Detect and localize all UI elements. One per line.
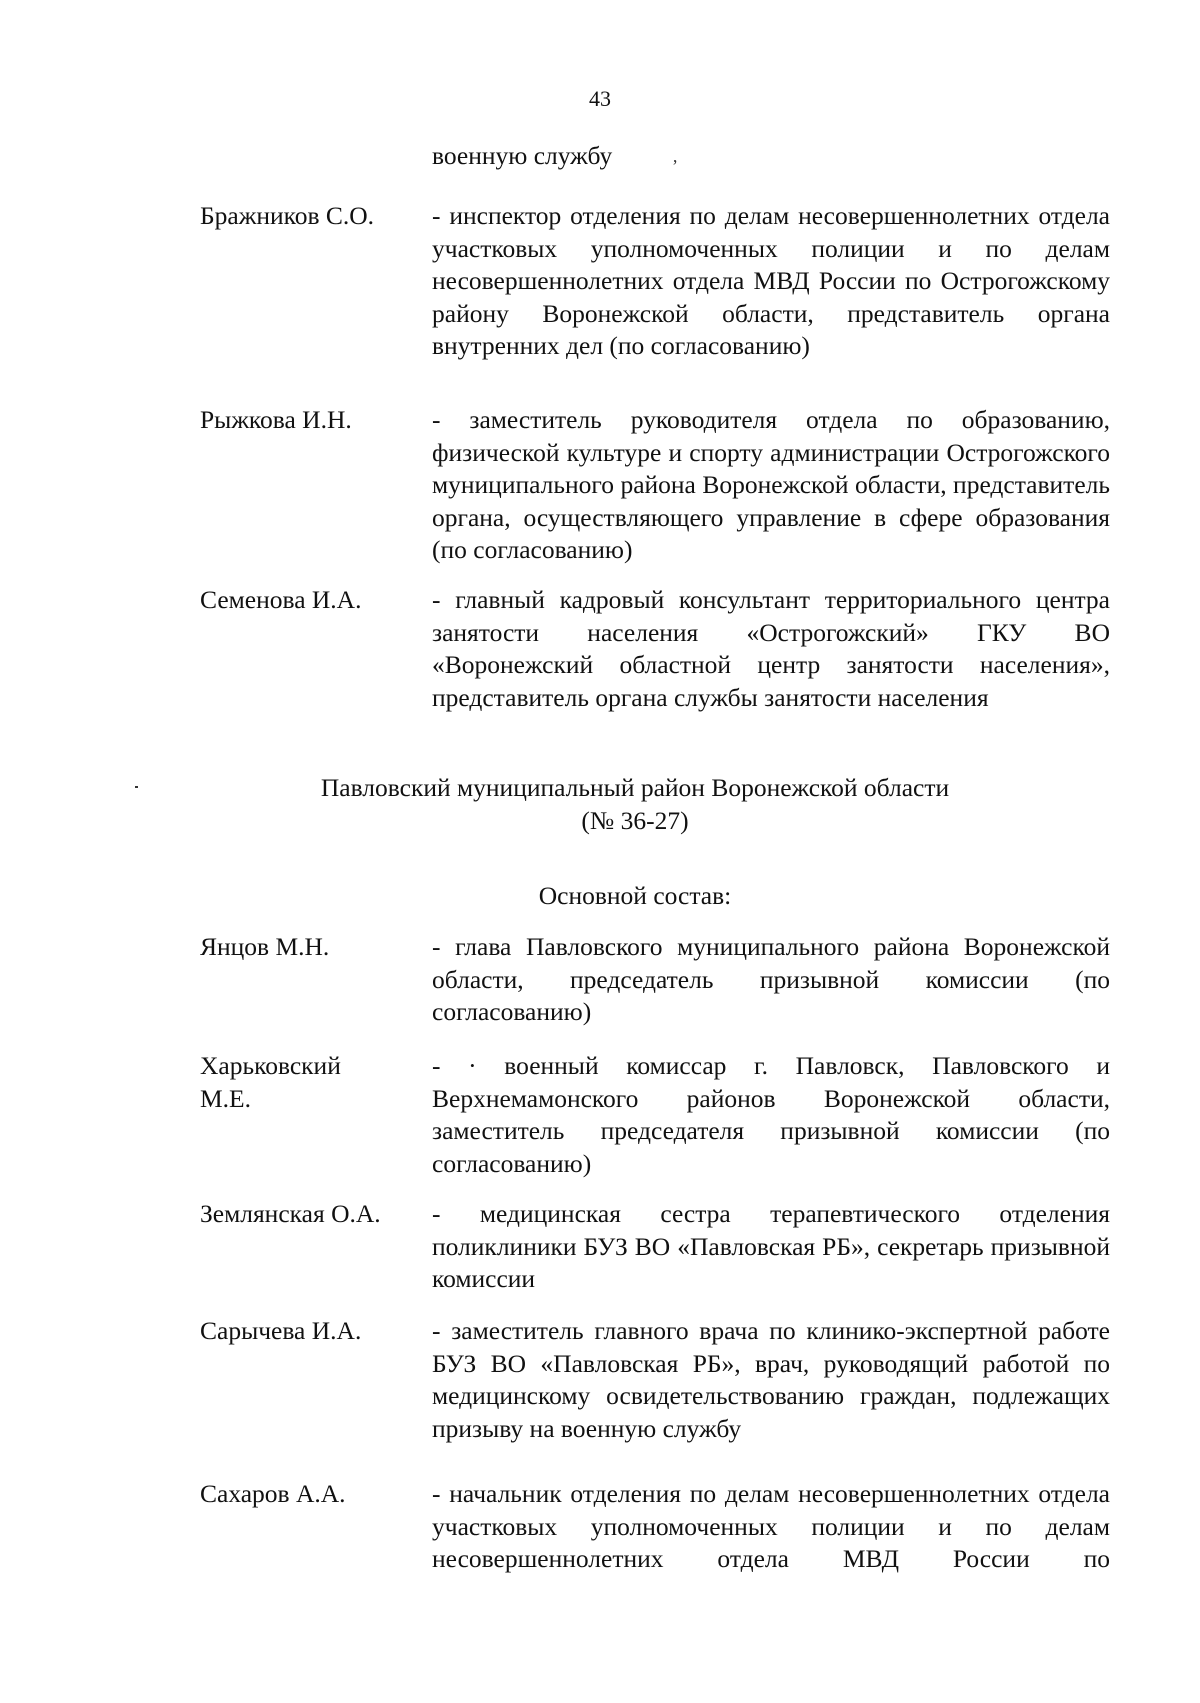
continuation-text: военную службу <box>432 141 613 170</box>
subsection-title: Основной состав: <box>538 881 732 910</box>
person-description: - инспектор отделения по делам несовершеннолетних отдела участковых уполномоченных полиции и по делам несовершеннолетних отдела МВД России по Острогожскому району Воронежской области, представитель органа внутренних дел (по согласованию) <box>432 201 1110 360</box>
person-description: - заместитель главного врача по клинико-экспертной работе БУЗ ВО «Павловская РБ», врач, руководящий работой по медицинскому освидетельствованию граждан, подлежащих призыву на военную службу <box>432 1316 1110 1443</box>
person-description: - начальник отделения по делам несовершеннолетних отдела участковых уполномоченных полиции и по делам несовершеннолетних отдела МВД России по <box>432 1479 1110 1573</box>
person-description: - заместитель руководителя отдела по образованию, физической культуре и спорту администрации Острогожского муниципального района Воронежской области, представитель органа, осуществляющего управление в сфере образования (по согласованию) <box>432 405 1110 564</box>
person-name: Бражников С.О. <box>200 201 375 230</box>
scan-mark: ʼ <box>672 156 678 176</box>
person-name: Землянская О.А. <box>200 1199 381 1228</box>
person-name: Сахаров А.А. <box>200 1479 346 1508</box>
section-code: (№ 36-27) <box>581 806 689 835</box>
page-number: 43 <box>589 86 611 111</box>
person-description: - главный кадровый консультант территориального центра занятости населения «Острогожский» ГКУ ВО «Воронежский областной центр занятости населения», представитель органа службы занятости населения <box>432 585 1110 712</box>
person-description: - глава Павловского муниципального района Воронежской области, председатель призывной комиссии (по согласованию) <box>432 932 1110 1026</box>
person-description: - медицинская сестра терапевтического отделения поликлиники БУЗ ВО «Павловская РБ», секретарь призывной комиссии <box>432 1199 1110 1293</box>
person-name: Семенова И.А. <box>200 585 362 614</box>
person-name: Рыжкова И.Н. <box>200 405 352 434</box>
section-title: Павловский муниципальный район Воронежской области <box>320 773 950 802</box>
person-name: Харьковский М.Е. <box>200 1051 341 1113</box>
person-name: Янцов М.Н. <box>200 932 330 961</box>
person-name: Сарычева И.А. <box>200 1316 362 1345</box>
person-description: - · военный комиссар г. Павловск, Павловского и Верхнемамонского районов Воронежской области, заместитель председателя призывной комиссии (по согласованию) <box>432 1051 1110 1178</box>
